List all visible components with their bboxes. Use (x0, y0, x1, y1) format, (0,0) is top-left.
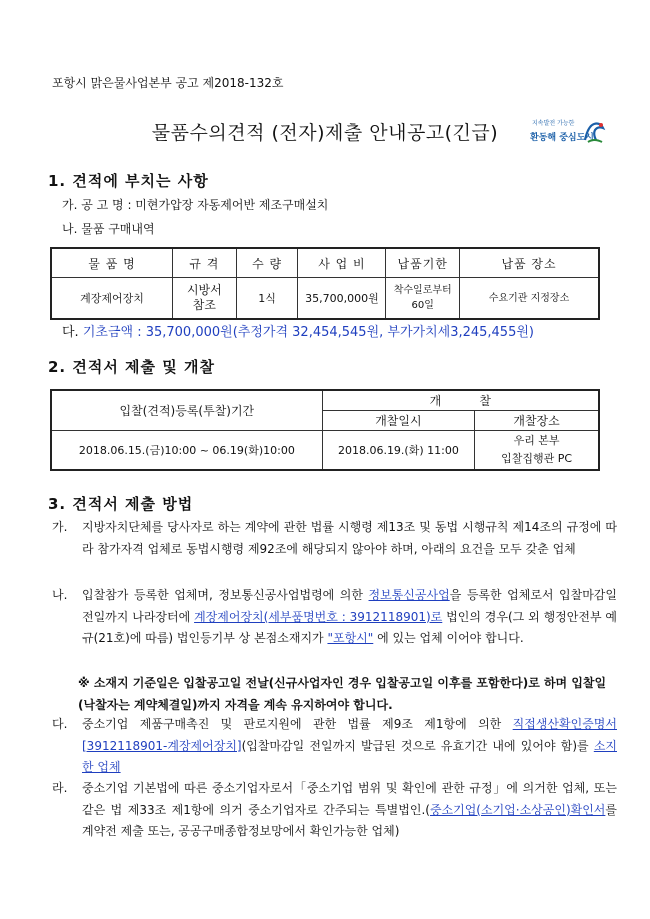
requirement-text: 지방자치단체를 당사자로 하는 계약에 관한 법률 시행령 제13조 및 동법 시행규칙 제14조의 규정에 따라 참가자격 업체로 동법시행령 제92조에 해당되지 않아야 하며, 아래의 요건을 모두 갖춘 업체 (82, 520, 617, 556)
header-cell: 납품기한 (386, 248, 460, 278)
text-run: 를 계약전 제출 또는, 공공구매종합정보망에서 확인가능한 업체) (82, 802, 617, 838)
budget-cell: 35,700,000원 (298, 278, 386, 320)
requirement-text (82, 714, 617, 779)
text-run: 입찰참가 등록한 업체며, 정보통신공사업법령에 의한 (82, 588, 369, 602)
base-price-text: 기초금액 : 35,700,000원(추정가격 32,454,545원, 부가가치세3,245,455원) (82, 325, 534, 340)
item-name-cell: 계장제어장치 (51, 278, 172, 320)
deadline-line1: 착수일로부터 (393, 285, 452, 296)
requirement-label: 다. (52, 717, 68, 731)
period-header: 입찰(견적)등록(투찰)기간 (51, 390, 322, 430)
open-date-header: 개찰일시 (322, 410, 474, 430)
spec-line2: 참조 (192, 298, 216, 312)
section3-heading: 3. 견적서 제출 방법 (48, 495, 194, 513)
purchase-table (50, 247, 600, 320)
highlight-text: 계장제어장치(세부품명번호 : 3912118901)로 (194, 609, 443, 624)
place-cell: 수요기관 지정장소 (460, 278, 599, 320)
text-run: 중소기업 기본법에 따른 중소기업자로서「중소기업 범위 및 확인에 관한 규정」에 의거한 업체, 또는 같은 법 제33조 제1항에 의거 중소기업자로 간주되는 특별법인.( (82, 781, 617, 817)
table-header-row (51, 390, 599, 410)
header-cell: 물 품 명 (51, 248, 172, 278)
text-run: 을 등록한 업체로서 입찰마감일 전일까지 나라장터에 (82, 588, 617, 624)
text-run: 법인의 경우(그 외 행정안전부 예규(21호)에 따름) 법인등기부 상 본점소재지가 (82, 609, 618, 645)
highlight-text: "포항시" (327, 631, 374, 645)
requirement-label: 라. (52, 781, 68, 795)
quantity-cell: 1식 (236, 278, 298, 320)
requirement-text (82, 778, 617, 843)
open-place-cell (475, 430, 599, 470)
requirement-label: 나. (52, 588, 68, 602)
spec-cell (172, 278, 236, 320)
page-title: 물품수의견적 (전자)제출 안내공고(긴급) (151, 122, 499, 144)
open-header: 개 찰 (322, 390, 599, 410)
base-price-line (62, 321, 534, 340)
text-run: (입찰마감일 전일까지 발급된 것으로 유효기간 내에 있어야 함)를 (241, 738, 594, 753)
highlight-text: 직접생산확인증명서[3912118901-계장제어장치] (82, 717, 617, 753)
requirement-text (82, 585, 617, 650)
highlight-text: 중소기업(소기업·소상공인)확인서 (429, 802, 606, 817)
text-run: 중소기업 제품구매촉진 및 판로지원에 관한 법률 제9조 제1항에 의한 (82, 717, 513, 731)
open-place-line2: 입찰집행관 PC (501, 451, 573, 465)
pohang-logo-icon (582, 120, 606, 146)
highlight-text: 소지한 업체 (82, 738, 617, 774)
highlight-text: 정보통신공사업 (368, 588, 450, 602)
requirement-ra (52, 778, 617, 843)
header-cell: 수 량 (236, 248, 298, 278)
base-price-label: 다. (62, 325, 79, 340)
notice-number: 포항시 맑은물사업본부 공고 제2018-132호 (52, 76, 284, 90)
spec-line1: 시방서 (186, 283, 222, 297)
requirement-ga (52, 517, 617, 560)
city-logo (528, 118, 608, 148)
open-date-cell: 2018.06.19.(화) 11:00 (322, 430, 474, 470)
requirement-label: 가. (52, 520, 68, 534)
header-cell: 사 업 비 (298, 248, 386, 278)
header-cell: 납품 장소 (460, 248, 599, 278)
text-run: 에 있는 업체 이어야 합니다. (373, 631, 524, 645)
bidding-table (50, 389, 600, 471)
table-header-row (51, 248, 599, 278)
section1-heading: 1. 견적에 부치는 사항 (48, 172, 209, 190)
table-row (51, 278, 599, 320)
open-place-line1: 우리 본부 (513, 433, 560, 447)
notice-name-line: 가. 공 고 명 : 미현가압장 자동제어반 제조구매설치 (62, 198, 329, 212)
logo-slogan: 지속발전 가능한 (532, 120, 575, 127)
logo-tagline: 환동해 중심도시 (530, 133, 594, 143)
period-cell: 2018.06.15.(금)10:00 ~ 06.19(화)10:00 (51, 430, 322, 470)
requirement-da (52, 714, 617, 779)
purchase-list-line: 나. 물품 구매내역 (62, 222, 155, 236)
requirement-na (52, 585, 617, 650)
section2-heading: 2. 견적서 제출 및 개찰 (48, 358, 215, 376)
deadline-cell (386, 278, 460, 320)
table-row (51, 430, 599, 470)
header-cell: 규 격 (172, 248, 236, 278)
open-place-header: 개찰장소 (475, 410, 599, 430)
deadline-line2: 60일 (411, 300, 434, 311)
location-note: ※ 소재지 기준일은 입찰공고일 전날(신규사업자인 경우 입찰공고일 이후를 포함한다)로 하며 입찰일(낙찰자는 계약체결일)까지 자격을 계속 유지하여야 합니다. (78, 676, 607, 712)
